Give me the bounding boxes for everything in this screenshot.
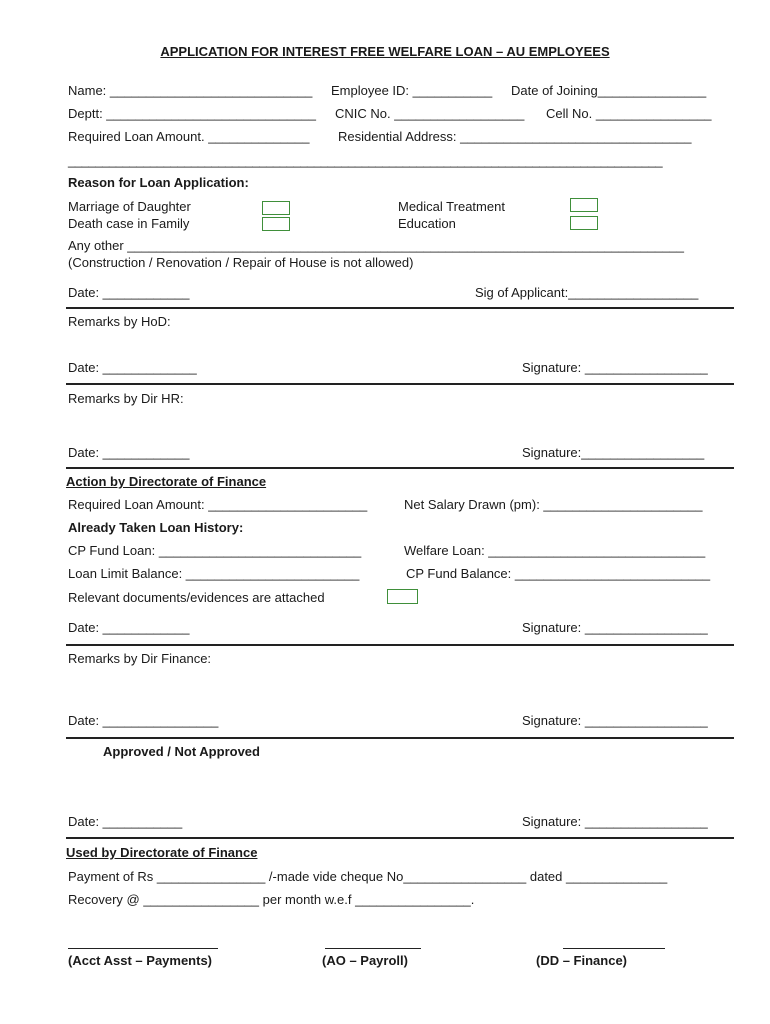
divider — [66, 467, 734, 469]
deptt-field[interactable]: Deptt: _____________________________ — [68, 106, 316, 121]
cp-fund-loan-field[interactable]: CP Fund Loan: ____________________________ — [68, 543, 362, 558]
education-checkbox[interactable] — [570, 216, 598, 230]
documents-checkbox[interactable] — [387, 589, 418, 604]
medical-checkbox[interactable] — [570, 198, 598, 212]
form-title: APPLICATION FOR INTEREST FREE WELFARE LOAN – AU EMPLOYEES — [160, 44, 610, 59]
date-of-joining-field[interactable]: Date of Joining_______________ — [511, 83, 707, 98]
dir-finance-remarks-label: Remarks by Dir Finance: — [68, 651, 212, 666]
finance-use-heading: Used by Directorate of Finance — [66, 845, 258, 860]
dir-finance-signature-field[interactable]: Signature: _________________ — [522, 713, 708, 728]
hod-date-field[interactable]: Date: _____________ — [68, 360, 197, 375]
applicant-date-field[interactable]: Date: ____________ — [68, 285, 190, 300]
approval-label[interactable]: Approved / Not Approved — [103, 744, 260, 759]
dir-hr-signature-field[interactable]: Signature:_________________ — [522, 445, 705, 460]
option-medical-label: Medical Treatment — [398, 199, 505, 214]
approval-date-field[interactable]: Date: ___________ — [68, 814, 183, 829]
dd-finance-signature-line[interactable] — [563, 948, 665, 949]
dd-finance-label: (DD – Finance) — [536, 953, 628, 968]
payment-field[interactable]: Payment of Rs _______________ /-made vide cheque No_________________ dated ______________ — [68, 869, 668, 884]
divider — [66, 737, 734, 739]
hod-signature-field[interactable]: Signature: _________________ — [522, 360, 708, 375]
documents-attached-label: Relevant documents/evidences are attached — [68, 590, 325, 605]
cnic-field[interactable]: CNIC No. __________________ — [335, 106, 525, 121]
loan-amount-field[interactable]: Required Loan Amount. ______________ — [68, 129, 310, 144]
divider — [66, 307, 734, 309]
hod-remarks-label: Remarks by HoD: — [68, 314, 171, 329]
marriage-checkbox[interactable] — [262, 201, 290, 215]
house-note: (Construction / Renovation / Repair of House is not allowed) — [68, 255, 414, 270]
any-other-field[interactable]: Any other _____________________________________________________________________________ — [68, 238, 684, 253]
acct-asst-signature-line[interactable] — [68, 948, 218, 949]
loan-limit-field[interactable]: Loan Limit Balance: ________________________ — [68, 566, 360, 581]
applicant-signature-field[interactable]: Sig of Applicant:__________________ — [475, 285, 699, 300]
welfare-loan-field[interactable]: Welfare Loan: ______________________________ — [404, 543, 706, 558]
ao-payroll-label: (AO – Payroll) — [322, 953, 408, 968]
dir-hr-date-field[interactable]: Date: ____________ — [68, 445, 190, 460]
cell-field[interactable]: Cell No. ________________ — [546, 106, 712, 121]
death-checkbox[interactable] — [262, 217, 290, 231]
dir-finance-date-field[interactable]: Date: ________________ — [68, 713, 219, 728]
reason-heading: Reason for Loan Application: — [68, 175, 249, 190]
option-death-label: Death case in Family — [68, 216, 190, 231]
net-salary-field[interactable]: Net Salary Drawn (pm): ______________________ — [404, 497, 703, 512]
approval-signature-field[interactable]: Signature: _________________ — [522, 814, 708, 829]
recovery-field[interactable]: Recovery @ ________________ per month w.e.f ________________. — [68, 892, 475, 907]
ao-payroll-signature-line[interactable] — [325, 948, 421, 949]
finance-action-heading: Action by Directorate of Finance — [66, 474, 267, 489]
acct-asst-label: (Acct Asst – Payments) — [68, 953, 213, 968]
finance-loan-amount-field[interactable]: Required Loan Amount: ______________________ — [68, 497, 368, 512]
finance-signature-field[interactable]: Signature: _________________ — [522, 620, 708, 635]
finance-date-field[interactable]: Date: ____________ — [68, 620, 190, 635]
divider — [66, 383, 734, 385]
dir-hr-remarks-label: Remarks by Dir HR: — [68, 391, 184, 406]
divider — [66, 837, 734, 839]
name-field[interactable]: Name: ____________________________ — [68, 83, 313, 98]
address-field[interactable]: Residential Address: ________________________________ — [338, 129, 692, 144]
address-line-2[interactable]: _______________________________________________________________________________________ — [68, 153, 663, 168]
employee-id-field[interactable]: Employee ID: ___________ — [331, 83, 493, 98]
divider — [66, 644, 734, 646]
option-education-label: Education — [398, 216, 456, 231]
cp-fund-balance-field[interactable]: CP Fund Balance: ___________________________ — [406, 566, 711, 581]
option-marriage-label: Marriage of Daughter — [68, 199, 191, 214]
loan-history-heading: Already Taken Loan History: — [68, 520, 244, 535]
